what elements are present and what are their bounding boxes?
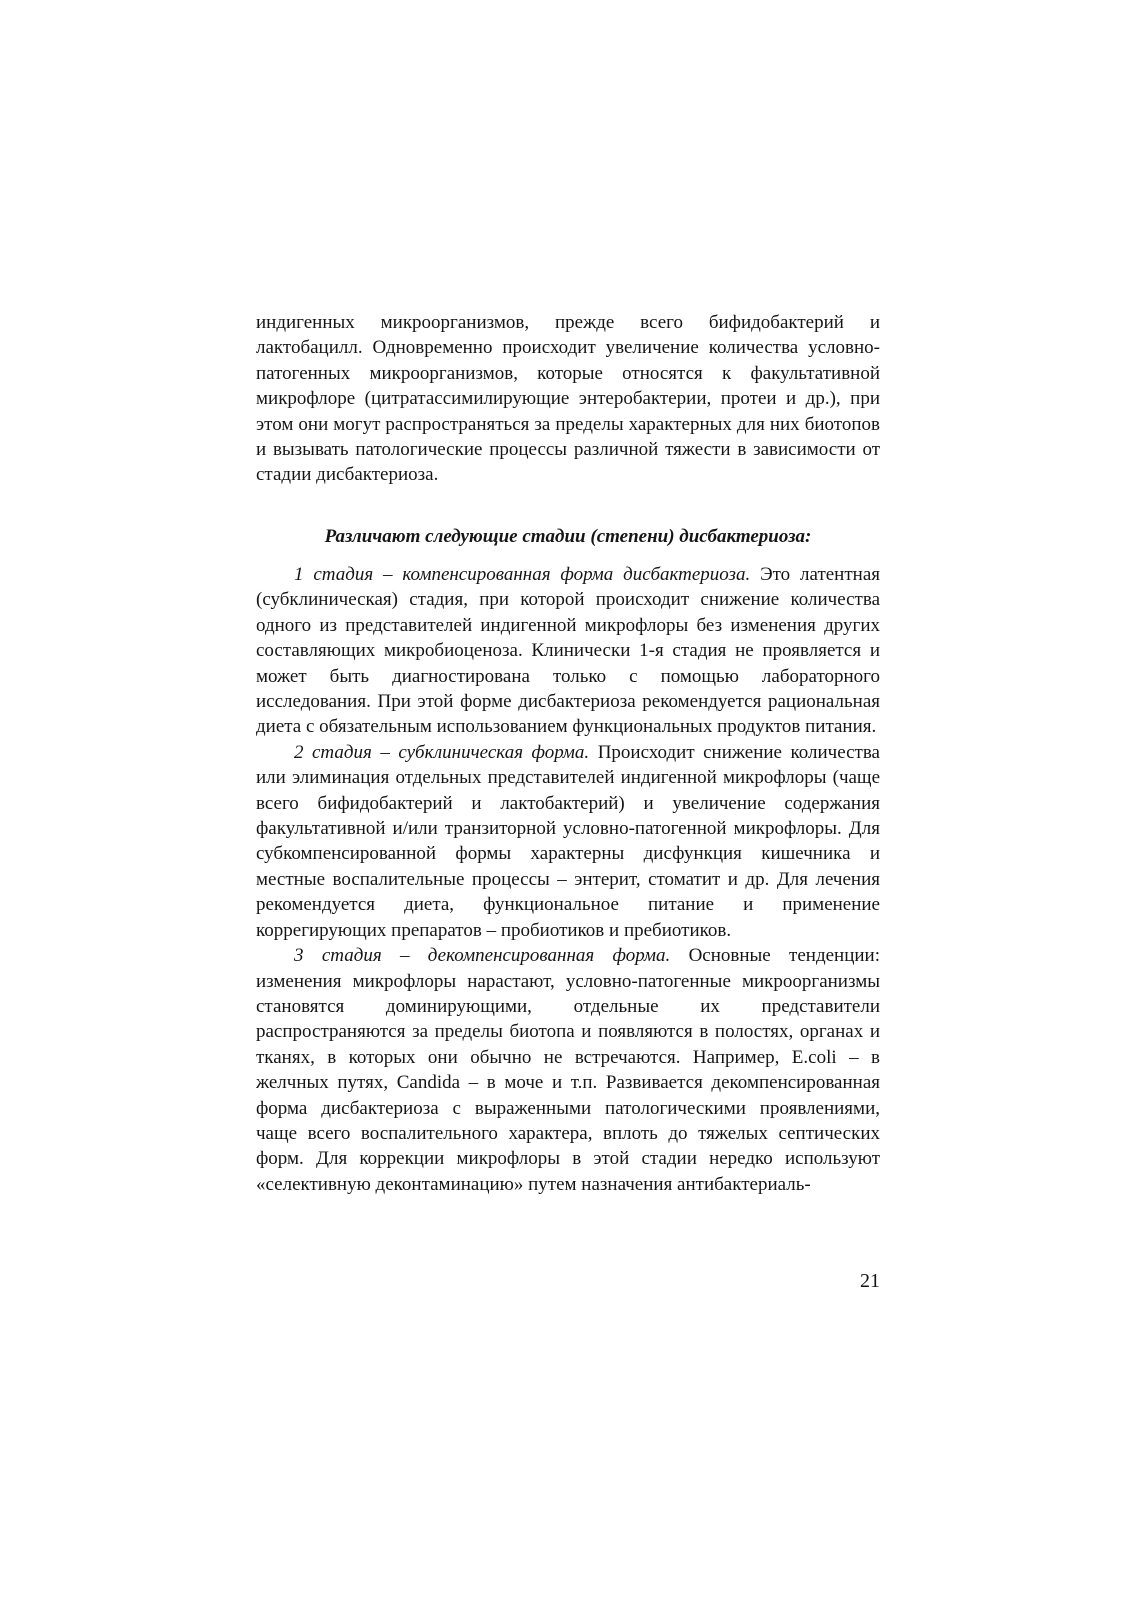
stage-2-text: Происходит снижение количества или элиминация отдельных представителей индигенной микрофлоры (чаще всего бифидобактерий и лактобактерий) и увеличение содержания факультативной и/или транзиторной условно-патогенной микрофлоры. Для субкомпенсированной формы характерны дисфункция кишечника и местные воспалительные процессы – энтерит, стоматит и др. Для лечения рекомендуется диета, функциональное питание и применение коррегирующих препаратов – пробиотиков и пребиотиков. (256, 741, 880, 941)
intro-paragraph: индигенных микроорганизмов, прежде всего бифидобактерий и лактобацилл. Одновременно происходит увеличение количества условно-патогенных микроорганизмов, которые относятся к факультативной микрофлоре (цитратассимилирующие энтеробактерии, протеи и др.), при этом они могут распространяться за пределы характерных для них биотопов и вызывать патологические процессы различной тяжести в зависимости от стадии дисбактериоза. (256, 312, 880, 486)
stage-3-text: Основные тенденции: изменения микрофлоры нарастают, условно-патогенные микроорганизмы становятся доминирующими, отдельные их представители распространяются за пределы биотопа и появляются в полостях, органах и тканях, в которых они обычно не встречаются. Например, E.coli – в желчных путях, Candida – в моче и т.п. Развивается декомпенсированная форма дисбактериоза с выраженными патологическими проявлениями, чаще всего воспалительного характера, вплоть до тяжелых септических форм. Для коррекции микрофлоры в этой стадии нередко используют «селективную деконтаминацию» путем назначения антибактериаль- (256, 945, 881, 1195)
stage-3-paragraph (256, 943, 880, 1197)
stage-2-paragraph (256, 740, 880, 943)
stage-3-title: 3 стадия – декомпенсированная форма. (294, 945, 671, 967)
intro-text-block (256, 310, 880, 488)
stage-2-title: 2 стадия – субклиническая форма. (294, 741, 590, 763)
page-number: 21 (860, 1270, 880, 1292)
stage-1-title: 1 стадия – компенсированная форма дисбактериоза. (294, 564, 751, 585)
section-heading: Различают следующие стадии (степени) дисбактериоза: (324, 526, 812, 547)
stage-1-text: Это латентная (субклиническая) стадия, при которой происходит снижение количества одного из представителей индигенной микрофлоры без изменения других составляющих микробиоценоза. Клинически 1-я стадия не проявляется и может быть диагностирована только с помощью лабораторного исследования. При этой форме дисбактериоза рекомендуется рациональная диета с обязательным использованием функциональных продуктов питания. (256, 564, 880, 738)
stage-1-paragraph (256, 562, 880, 740)
stages-text-block (256, 562, 880, 1197)
